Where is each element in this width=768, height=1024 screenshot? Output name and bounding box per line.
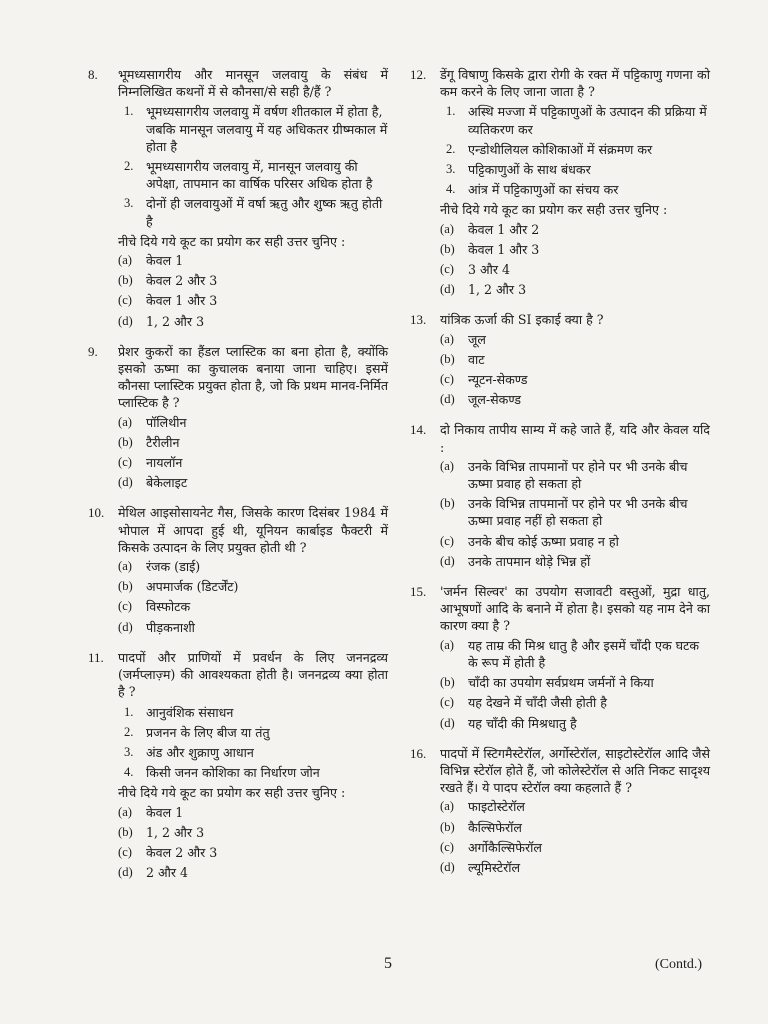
statement-item (440, 161, 710, 178)
statement-number: 3. (124, 196, 134, 211)
question-number: 13. (410, 312, 427, 328)
option-label: (b) (440, 351, 455, 366)
option-label: (c) (440, 372, 454, 387)
statement-list (118, 704, 388, 782)
question-text: भूमध्यसागरीय और मानसून जलवायु के संबंध में निम्नलिखित कथनों में से कौनसा/से सही है/हैं ? (118, 67, 388, 100)
option-label: (d) (118, 475, 133, 490)
option-item (440, 331, 710, 348)
question-text: पादपों में स्टिगमैस्टेरॉल, अर्गोस्टेरॉल, साइटोस्टेरॉल आदि जैसे विभिन्न स्टेरॉल होते हैं, जो कोलेस्टेरॉल से अति निकट सादृश्य रखते हैं। ये पादप स्टेरॉल क्या कहलाते हैं ? (440, 745, 710, 796)
option-label: (a) (440, 637, 454, 652)
question (410, 66, 710, 298)
option-label: (d) (440, 553, 455, 568)
option-item (118, 578, 388, 595)
statement-number: 4. (124, 765, 134, 780)
option-text: केवल 1 और 3 (468, 241, 540, 257)
options-list (118, 252, 388, 330)
option-text: उनके विभिन्न तापमानों पर होने पर भी उनके बीच ऊष्मा प्रवाह नहीं हो सकता हो (468, 496, 688, 529)
option-item (440, 637, 710, 671)
option-label: (c) (118, 599, 132, 614)
option-item (440, 715, 710, 732)
option-text: विस्फोटक (146, 599, 191, 615)
statement-item (440, 103, 710, 137)
statement-text: भूमध्यसागरीय जलवायु में, मानसून जलवायु की अपेक्षा, तापमान का वार्षिक परिसर अधिक होता है (146, 159, 373, 192)
option-item (118, 598, 388, 615)
option-text: यह देखने में चाँदी जैसी होती है (468, 695, 607, 711)
statement-item (440, 141, 710, 158)
question (410, 745, 710, 876)
question-text: यांत्रिक ऊर्जा की SI इकाई क्या है ? (440, 312, 604, 328)
option-item (118, 414, 388, 431)
continued-label: (Contd.) (655, 957, 703, 972)
option-text: 1, 2 और 3 (146, 824, 205, 840)
option-text: अर्गोकैल्सिफेरॉल (468, 839, 542, 855)
option-text: फाइटोस्टेरॉल (468, 799, 525, 815)
question (410, 421, 710, 570)
option-label: (d) (440, 715, 455, 730)
statement-list (118, 103, 388, 229)
option-text: पॉलिथीन (146, 414, 187, 430)
option-text: केवल 1 (146, 804, 184, 820)
options-list (118, 804, 388, 882)
option-label: (d) (118, 865, 133, 880)
statement-item (118, 195, 388, 229)
question-text: डेंगू विषाणु किसके द्वारा रोगी के रक्त में पट्टिकाणु गणना को कम करने के लिए जाना जाता है ? (440, 67, 710, 100)
option-text: यह ताम्र की मिश्र धातु है और इसमें चाँदी एक घटक के रूप में होती है (468, 637, 700, 670)
option-item (440, 241, 710, 258)
statement-number: 3. (446, 162, 456, 177)
option-item (118, 844, 388, 861)
statement-text: आनुवंशिक संसाधन (146, 704, 234, 720)
option-item (118, 619, 388, 636)
statement-item (440, 181, 710, 198)
options-list (118, 558, 388, 636)
question (410, 311, 710, 408)
option-label: (a) (118, 414, 132, 429)
question-number: 10. (88, 505, 105, 521)
left-column (88, 66, 388, 894)
instruction-text: नीचे दिये गये कूट का प्रयोग कर सही उत्तर चुनिए : (118, 785, 346, 801)
statement-text: भूमध्यसागरीय जलवायु में वर्षण शीतकाल में होता है, जबकि मानसून जलवायु में यह अधिकतर ग्रीष्मकाल में होता है (146, 104, 388, 154)
options-list (440, 221, 710, 299)
option-text: टैरीलीन (146, 434, 180, 450)
question (410, 583, 710, 732)
question-text: दो निकाय तापीय साम्य में कहे जाते हैं, यदि और केवल यदि : (440, 422, 710, 455)
option-text: पीड़कनाशी (146, 619, 195, 635)
option-item (440, 495, 710, 529)
option-item (118, 558, 388, 575)
statement-text: किसी जनन कोशिका का निर्धारण जोन (146, 765, 320, 781)
statement-item (118, 704, 388, 721)
option-label: (c) (440, 839, 454, 854)
option-text: वाट (468, 351, 485, 367)
option-text: 1, 2 और 3 (468, 282, 527, 298)
option-label: (c) (118, 455, 132, 470)
page-number: 5 (384, 955, 392, 972)
options-list (440, 331, 710, 409)
option-item (440, 819, 710, 836)
option-label: (b) (440, 496, 455, 511)
option-label: (a) (118, 559, 132, 574)
statement-text: दोनों ही जलवायुओं में वर्षा ऋतु और शुष्क ऋतु होती है (146, 196, 383, 229)
question-number: 11. (88, 649, 104, 665)
option-item (440, 391, 710, 408)
instruction-text: नीचे दिये गये कूट का प्रयोग कर सही उत्तर चुनिए : (440, 202, 668, 218)
question-number: 15. (410, 584, 427, 600)
option-item (118, 864, 388, 881)
options-list (440, 458, 710, 570)
option-label: (d) (118, 619, 133, 634)
question-number: 14. (410, 422, 427, 438)
option-text: जूल (468, 331, 486, 347)
statement-item (118, 744, 388, 761)
option-item (440, 553, 710, 570)
question (88, 649, 388, 881)
option-text: 1, 2 और 3 (146, 313, 205, 329)
option-item (118, 313, 388, 330)
options-list (440, 798, 710, 876)
statement-text: एन्डोथीलियल कोशिकाओं में संक्रमण कर (468, 141, 653, 157)
statement-number: 1. (446, 104, 456, 119)
option-text: उनके बीच कोई ऊष्मा प्रवाह न हो (468, 533, 619, 549)
option-label: (a) (118, 804, 132, 819)
option-text: बेकेलाइट (146, 475, 188, 491)
option-label: (b) (440, 819, 455, 834)
option-text: कैल्सिफेरॉल (468, 819, 522, 835)
question-number: 9. (88, 343, 98, 359)
option-text: उनके तापमान थोड़े भिन्न हों (468, 553, 591, 569)
option-item (440, 458, 710, 492)
statement-item (118, 724, 388, 741)
option-text: केवल 2 और 3 (146, 844, 218, 860)
question-text: पादपों और प्राणियों में प्रवर्धन के लिए जननद्रव्य (जर्मप्लाज़्म) की आवश्यकता होती है। जननद्रव्य क्या होता है ? (118, 649, 388, 700)
option-text: केवल 1 और 3 (146, 293, 218, 309)
option-text: उनके विभिन्न तापमानों पर होने पर भी उनके बीच ऊष्मा प्रवाह हो सकता हो (468, 458, 688, 492)
statement-number: 4. (446, 182, 456, 197)
option-item (440, 859, 710, 876)
statement-item (118, 764, 388, 781)
option-label: (b) (118, 824, 133, 839)
option-text: 3 और 4 (468, 262, 511, 278)
option-item (118, 824, 388, 841)
option-text: न्यूटन-सेकण्ड (468, 372, 528, 388)
options-list (440, 637, 710, 732)
option-item (118, 474, 388, 491)
option-label: (d) (440, 282, 455, 297)
option-label: (b) (440, 675, 455, 690)
statement-number: 2. (124, 159, 134, 174)
option-text: जूल-सेकण्ड (468, 392, 522, 408)
question-number: 12. (410, 67, 427, 82)
option-item (440, 371, 710, 388)
option-item (118, 292, 388, 309)
statement-number: 2. (446, 141, 456, 156)
option-label: (c) (118, 293, 132, 308)
statement-number: 3. (124, 744, 134, 759)
question (88, 504, 388, 635)
option-label: (a) (118, 253, 132, 268)
statement-text: अंड और शुक्राणु आधान (146, 744, 254, 760)
option-label: (c) (118, 844, 132, 859)
option-text: रंजक (डाई) (146, 559, 201, 575)
option-text: ल्यूमिस्टेरॉल (468, 859, 521, 875)
statement-number: 1. (124, 104, 134, 119)
option-text: नायलॉन (146, 455, 183, 471)
option-item (440, 839, 710, 856)
question-number: 16. (410, 745, 427, 761)
option-item (118, 252, 388, 269)
option-text: अपमार्जक (डिटर्जेंट) (146, 579, 239, 595)
option-text: केवल 1 और 2 (468, 221, 540, 237)
statement-number: 2. (124, 724, 134, 739)
instruction-text: नीचे दिये गये कूट का प्रयोग कर सही उत्तर चुनिए : (118, 233, 346, 249)
statement-text: अस्थि मज्जा में पट्टिकाणुओं के उत्पादन की प्रक्रिया में व्यतिकरण कर (468, 104, 707, 137)
option-item (440, 674, 710, 691)
question (88, 343, 388, 492)
option-text: 2 और 4 (146, 865, 189, 881)
question-text: प्रेशर कुकरों का हैंडल प्लास्टिक का बना होता है, क्योंकि इसको ऊष्मा का कुचालक बनाया जाना चाहिए। इसमें कौनसा प्लास्टिक प्रयुक्त होता है, जो कि प्रथम मानव-निर्मित प्लास्टिक है ? (118, 343, 388, 411)
option-label: (d) (118, 313, 133, 328)
statement-text: पट्टिकाणुओं के साथ बंधकर (468, 162, 591, 178)
option-item (440, 694, 710, 711)
option-item (118, 272, 388, 289)
option-item (440, 533, 710, 550)
option-label: (a) (440, 331, 454, 346)
question-text: 'जर्मन सिल्वर' का उपयोग सजावटी वस्तुओं, मुद्रा धातु, आभूषणों आदि के बनाने में होता है। इसको यह नाम देने का कारण क्या है ? (440, 584, 710, 634)
option-item (118, 454, 388, 471)
option-label: (a) (440, 458, 454, 473)
option-item (440, 351, 710, 368)
option-item (440, 221, 710, 238)
option-label: (b) (118, 434, 133, 449)
option-label: (a) (440, 221, 454, 236)
option-label: (b) (118, 579, 133, 594)
question (88, 66, 388, 330)
option-text: यह चाँदी की मिश्रधातु है (468, 715, 577, 731)
option-label: (d) (440, 392, 455, 407)
option-text: केवल 1 (146, 253, 184, 269)
right-column (410, 66, 710, 889)
option-item (440, 798, 710, 815)
option-text: केवल 2 और 3 (146, 273, 218, 289)
statement-item (118, 158, 388, 192)
option-label: (a) (440, 799, 454, 814)
option-label: (b) (118, 273, 133, 288)
option-label: (c) (440, 695, 454, 710)
option-label: (c) (440, 533, 454, 548)
option-item (118, 434, 388, 451)
option-label: (b) (440, 241, 455, 256)
option-item (440, 281, 710, 298)
question-number: 8. (88, 67, 98, 82)
statement-text: आंत्र में पट्टिकाणुओं का संचय कर (468, 182, 619, 198)
option-label: (c) (440, 262, 454, 277)
option-text: चाँदी का उपयोग सर्वप्रथम जर्मनों ने किया (468, 675, 654, 691)
statement-text: प्रजनन के लिए बीज या तंतु (146, 724, 270, 740)
option-item (118, 804, 388, 821)
options-list (118, 414, 388, 492)
option-label: (d) (440, 859, 455, 874)
statement-item (118, 103, 388, 155)
question-text: मेथिल आइसोसायनेट गैस, जिसके कारण दिसंबर 1984 में भोपाल में आपदा हुई थी, यूनियन कार्बाइड फैक्टरी में किसके उत्पादन के लिए प्रयुक्त होती थी ? (118, 505, 388, 555)
option-item (440, 261, 710, 278)
statement-list (440, 103, 710, 198)
statement-number: 1. (124, 704, 134, 719)
